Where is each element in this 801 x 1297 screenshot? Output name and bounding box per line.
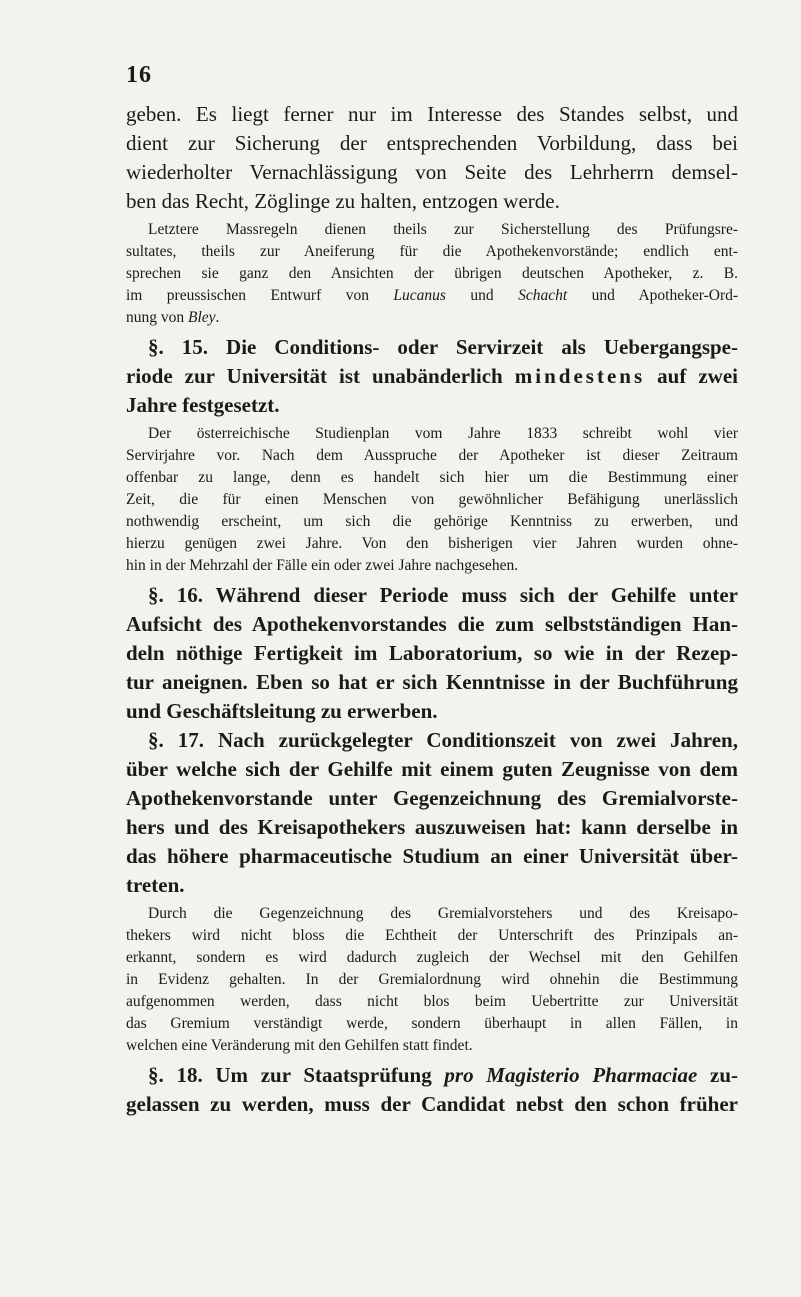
text-line: wiederholter Vernachlässigung von Seite des Lehrherrn demsel-: [126, 160, 738, 184]
text-line: ben das Recht, Zöglinge zu halten, entzogen werde.: [126, 189, 560, 213]
text-line: Aufsicht des Apothekenvorstandes die zum selbstständigen Han-: [126, 612, 738, 636]
text-line: Durch die Gegenzeichnung des Gremialvorstehers und des Kreisapo-: [148, 905, 738, 922]
text-line: im preussischen Entwurf von Lucanus und Schacht und Apotheker-Ord-: [126, 287, 739, 304]
text-line: tur aneignen. Eben so hat er sich Kenntnisse in der Buchführung: [126, 670, 738, 694]
text-line: in Evidenz gehalten. In der Gremialordnung wird ohnehin die Bestimmung: [126, 971, 738, 988]
text-line: sprechen sie ganz den Ansichten der übrigen deutschen Apotheker, z. B.: [126, 265, 738, 282]
text-line: das Gremium verständigt werde, sondern überhaupt in allen Fällen, in: [126, 1015, 738, 1032]
page-body: [126, 100, 738, 1119]
text-line: §. 18. Um zur Staatsprüfung pro Magisterio Pharmaciae zu-: [148, 1063, 738, 1087]
text-line: Jahre festgesetzt.: [126, 393, 280, 417]
text-line: thekers wird nicht bloss die Echtheit der Unterschrift des Prinzipals an-: [126, 927, 738, 944]
section-15: [126, 333, 738, 420]
text-line: das höhere pharmaceutische Studium an einer Universität über-: [126, 844, 738, 868]
text-line: treten.: [126, 873, 185, 897]
text-line: riode zur Universität ist unabänderlich mindestens auf zwei: [126, 364, 738, 388]
text-line: deln nöthige Fertigkeit im Laboratorium, so wie in der Rezep-: [126, 641, 738, 665]
section-17: [126, 726, 738, 900]
emphasis: mindestens: [514, 364, 646, 388]
text-line: Zeit, die für einen Menschen von gewöhnlicher Befähigung unerlässlich: [126, 491, 738, 508]
text-line: §. 16. Während dieser Periode muss sich der Gehilfe unter: [148, 583, 738, 607]
section-16: [126, 581, 738, 726]
paragraph-continuation: [126, 100, 738, 216]
text-line: §. 17. Nach zurückgelegter Conditionszeit von zwei Jahren,: [148, 728, 738, 752]
text-line: und Geschäftsleitung zu erwerben.: [126, 699, 438, 723]
text-line: über welche sich der Gehilfe mit einem guten Zeugnisse von dem: [126, 757, 738, 781]
text-line: hin in der Mehrzahl der Fälle ein oder zwei Jahre nachgesehen.: [126, 557, 519, 574]
text-line: Apothekenvorstande unter Gegenzeichnung des Gremialvorste-: [126, 786, 738, 810]
text-line: Der österreichische Studienplan vom Jahre 1833 schreibt wohl vier: [148, 425, 738, 442]
text-line: erkannt, sondern es wird dadurch zugleich der Wechsel mit den Gehilfen: [126, 949, 738, 966]
text-line: nothwendig erscheint, um sich die gehörige Kenntniss zu erwerben, und: [126, 513, 738, 530]
author-name: Bley: [188, 309, 216, 326]
text-line: nung von Bley.: [126, 309, 220, 326]
text-line: Servirjahre vor. Nach dem Ausspruche der Apotheker ist dieser Zeitraum: [126, 447, 738, 464]
text-line: §. 15. Die Conditions- oder Servirzeit als Uebergangspe-: [148, 335, 738, 359]
page-number: 16: [126, 62, 152, 88]
footnote-paragraph-3: [126, 903, 738, 1057]
latin-phrase: pro Magisterio Pharmaciae: [444, 1063, 698, 1087]
footnote-paragraph-1: [126, 219, 738, 329]
section-18: [126, 1061, 738, 1119]
text-line: sultates, theils zur Aneiferung für die Apothekenvorstände; endlich ent-: [126, 243, 738, 260]
author-name: Lucanus: [393, 287, 446, 304]
text-line: dient zur Sicherung der entsprechenden Vorbildung, dass bei: [126, 131, 738, 155]
author-name: Schacht: [518, 287, 568, 304]
text-line: hers und des Kreisapothekers auszuweisen hat: kann derselbe in: [126, 815, 738, 839]
text-line: Letztere Massregeln dienen theils zur Sicherstellung des Prüfungsre-: [148, 221, 738, 238]
text-line: offenbar zu lange, denn es handelt sich hier um die Bestimmung einer: [126, 469, 738, 486]
text-line: gelassen zu werden, muss der Candidat nebst den schon früher: [126, 1092, 738, 1116]
text-line: welchen eine Veränderung mit den Gehilfen statt findet.: [126, 1037, 473, 1054]
footnote-paragraph-2: [126, 423, 738, 577]
text-line: aufgenommen werden, dass nicht blos beim Uebertritte zur Universität: [126, 993, 738, 1010]
text-line: geben. Es liegt ferner nur im Interesse des Standes selbst, und: [126, 102, 738, 126]
text-line: hierzu genügen zwei Jahre. Von den bisherigen vier Jahren wurden ohne-: [126, 535, 738, 552]
